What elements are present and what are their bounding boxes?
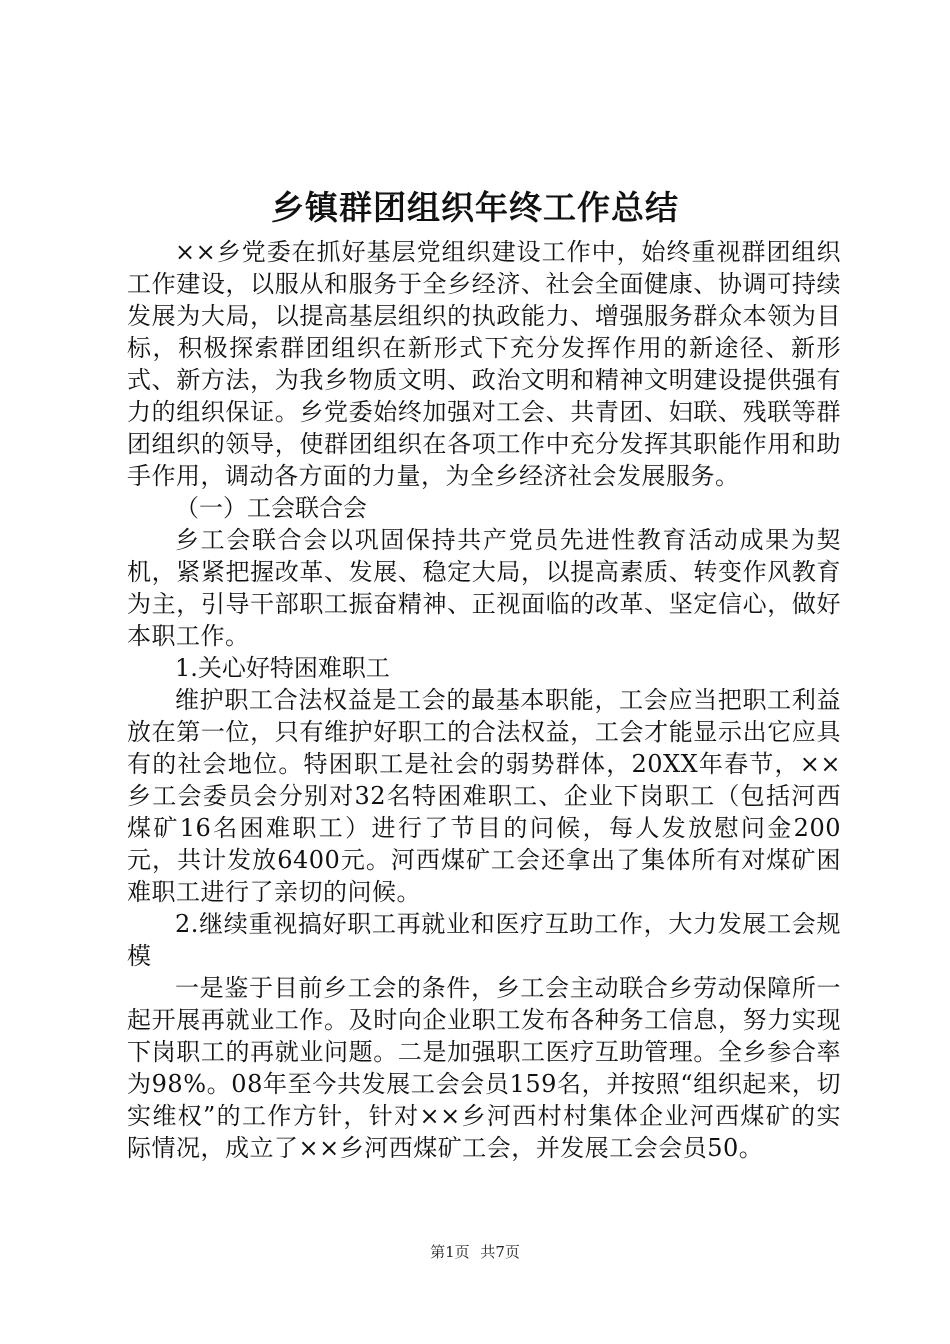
intro-paragraph: ××乡党委在抓好基层党组织建设工作中，始终重视群团组织工作建设，以服从和服务于全乡经济、社会全面健康、协调可持续发展为大局，以提高基层组织的执政能力、增强服务群众本领为目标，积极探索群团组织在新形式下充分发挥作用的新途径、新形式、新方法，为我乡物质文明、政治文明和精神文明建设提供强有力的组织保证。乡党委始终加强对工会、共青团、妇联、残联等群团组织的领导，使群团组织在各项工作中充分发挥其职能作用和助手作用，调动各方面的力量，为全乡经济社会发展服务。 <box>127 238 841 490</box>
union-paragraph: 乡工会联合会以巩固保持共产党员先进性教育活动成果为契机，紧紧把握改革、发展、稳定大局，以提高素质、转变作风教育为主，引导干部职工振奋精神、正视面临的改革、坚定信心，做好本职工作。 <box>127 526 841 650</box>
page-number: 第1页 <box>430 1243 470 1261</box>
reemployment-paragraph: 一是鉴于目前乡工会的条件，乡工会主动联合乡劳动保障所一起开展再就业工作。及时向企业职工发布各种务工信息，努力实现下岗职工的再就业问题。二是加强职工医疗互助管理。全乡参合率为98%。08年至今共发展工会会员159名，并按照“组织起来，切实维权”的工作方针，针对××乡河西村村集体企业河西煤矿的实际情况，成立了××乡河西煤矿工会，并发展工会会员50。 <box>127 974 841 1162</box>
document-body <box>127 236 841 1164</box>
subheading-reemployment: 2.继续重视搞好职工再就业和医疗互助工作，大力发展工会规模 <box>127 910 841 970</box>
document-title: 乡镇群团组织年终工作总结 <box>271 188 679 227</box>
page-total: 共7页 <box>480 1243 520 1261</box>
subheading-care-workers: 1.关心好特困难职工 <box>175 654 390 682</box>
page-footer <box>0 1242 950 1262</box>
section-heading-union: （一）工会联合会 <box>175 494 367 522</box>
care-workers-paragraph: 维护职工合法权益是工会的最基本职能，工会应当把职工利益放在第一位，只有维护好职工的合法权益，工会才能显示出它应具有的社会地位。特困职工是社会的弱势群体，20XX年春节，××乡工会委员会分别对32名特困难职工、企业下岗职工（包括河西煤矿16名困难职工）进行了节目的问候，每人发放慰问金200元，共计发放6400元。河西煤矿工会还拿出了集体所有对煤矿困难职工进行了亲切的问候。 <box>127 686 841 906</box>
